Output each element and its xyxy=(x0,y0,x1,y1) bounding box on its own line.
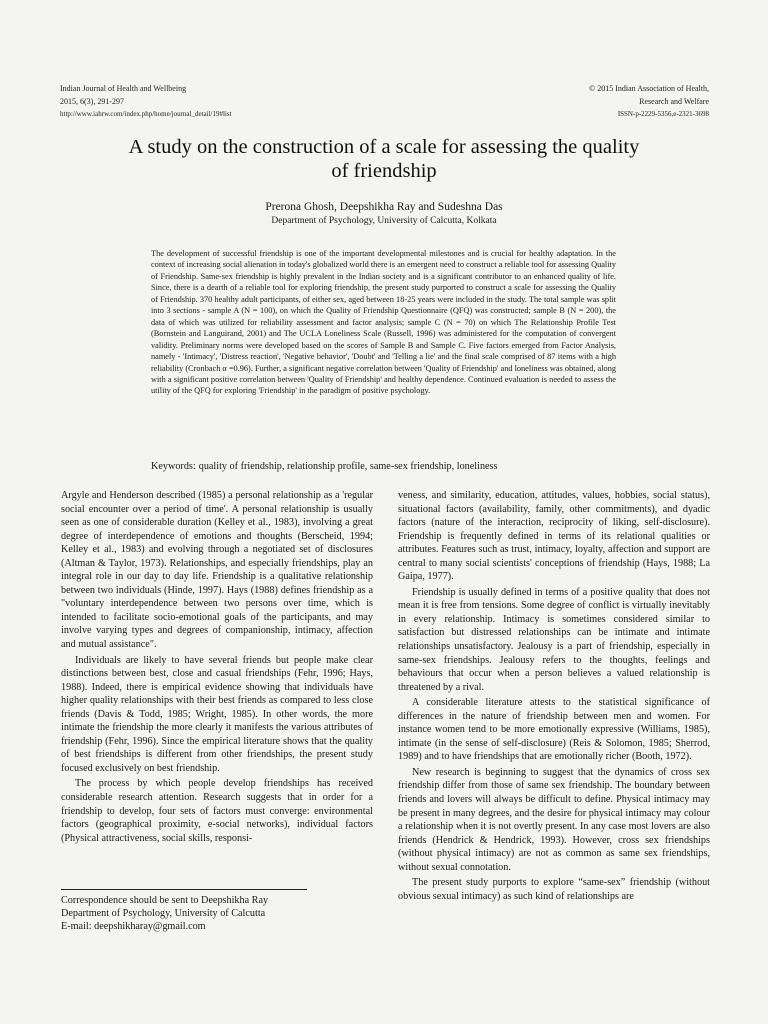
correspondence-note xyxy=(61,894,373,934)
footnote-divider xyxy=(61,889,307,890)
article-title: A study on the construction of a scale for assessing the quality of friendship xyxy=(128,136,640,182)
issn: ISSN-p-2229-5356,e-2321-3698 xyxy=(617,110,709,118)
abstract: The development of successful friendship is one of the important developmental milestones and is crucial for healthy adaptation. In the context of increasing social alienation in today's globalized world there is an emergent need to construct a reliable tool for assessing Quality of Friendship. Same-sex friendship is highly prevalent in the Indian society and is a significant contributor to an enhanced quality of life. Since, there is a dearth of a reliable tool for exploring friendship, the present study purported to construct a scale for assessing the Quality of Friendship. 370 healthy adult participants, of either sex, aged between 18-25 years were included in the study. The total sample was split into 3 sections - sample A (N = 100), on which the Quality of Friendship Questionnaire (QFQ) was constructed; sample B (N = 200), the data of which was utilized for reliability assessment and factor analysis; sample C (N = 70) on which The Relationship Profile Test (Bornstein and Languirand, 2001) and The UCLA Loneliness Scale (Russell, 1996) was administered for the computation of convergent validity. Preliminary norms were developed based on the scores of Sample B and Sample C. Five factors emerged from Factor Analysis, namely - 'Intimacy', 'Distress reaction', 'Negative behavior', 'Doubt' and 'Telling a lie' and the final scale comprised of 87 items with a high reliability (Cronbach α =0.96). Further, a significant negative correlation between 'Quality of Friendship' and loneliness was obtained, along with a significant positive correlation between 'Quality of Friendship' and healthy dependence. Continued evaluation is needed to assess the utility of the QFQ for exploring 'Friendship' in the paradigm of positive psychology. xyxy=(151,249,616,396)
journal-header-right xyxy=(589,83,709,121)
correspondence-email[interactable]: E-mail: deepshikharay@gmail.com xyxy=(61,921,206,933)
correspondence-line-2: Department of Psychology, University of Calcutta xyxy=(61,908,266,920)
body-paragraph: Friendship is usually defined in terms of a positive quality that does not mean it is free from tensions. Some degree of conflict is virtually inevitably in every relationship. Intimacy is sometimes considered similar to satisfaction but distressed relationships can be intimate and intimate relationships unsatisfactory. Jealousy is a part of friendship, especially in same-sex friendships. Jealousy refers to the thoughts, feelings and behaviours that occur when a person believes a valued relationship is threatened by a rival. xyxy=(398,586,710,693)
affiliation: Department of Psychology, University of Calcutta, Kolkata xyxy=(271,216,497,226)
body-paragraph: The process by which people develop friendships has received considerable research attention. Research suggests that in order for a friendship to develop, four sets of factors must converge: environmental factors (geographical proximity, e-social networks), individual factors (Physical attractiveness, social skills, responsi- xyxy=(61,778,373,844)
authors: Prerona Ghosh, Deepshikha Ray and Sudeshna Das xyxy=(265,201,503,213)
journal-url[interactable]: http://www.iahrw.com/index.php/home/journal_detail/19#list xyxy=(60,110,232,118)
body-paragraph: Individuals are likely to have several friends but people make clear distinctions between best, close and casual friendships (Fehr, 1996; Hays, 1988). Indeed, there is empirical evidence showing that individuals have higher quality relationships with their best friends as compared to less close friends (Davis & Todd, 1985; Wright, 1985). In other words, the more intimate the friendship the more clearly it manifests the various attributes of friendship (Fehr, 1996). Since the empirical literature shows that the quality of best friendships is different from other friendships, the present study focused exclusively on best friendship. xyxy=(61,654,373,774)
keywords xyxy=(151,461,621,472)
body-paragraph: A considerable literature attests to the statistical significance of differences in the nature of friendship between men and women. For instance women tend to be more emotionally expressive (Williams, 1985), intimate (in the sense of self-disclosure) (Reis & Solomon, 1985; Sherrod, 1989) and to have friendships that are emotionally richer (Booth, 1972). xyxy=(398,697,710,763)
body-paragraph: Argyle and Henderson described (1985) a personal relationship as a 'regular social encounter over a period of time'. A personal relationship is usually seen as one of considerable duration (Kelley et al., 1983), involving a great degree of interdependence of emotions and thoughts (Berscheid, 1994; Kelley et al., 1983) and evolving through a negotiated set of disclosures (Altman & Taylor, 1973). Relationships, and especially friendships, play an integral role in our day to day life. Friendship is a qualitative relationship between two individuals (Hinde, 1997). Hays (1988) defines friendship as a "voluntary interdependence between two persons over time, which is intended to facilitate socio-emotional goals of the participants, and may involve varying types and degrees of companionship, intimacy, affection and mutual assistance". xyxy=(61,490,373,651)
body-paragraph: New research is beginning to suggest that the dynamics of cross sex friendship differ from those of same sex friendship. The boundary between friends and lovers will always be difficult to define. Physical intimacy may be present in many degrees, and the desire for physical intimacy may colour a relationship when it is not overtly present. In any case most lovers are also friends (Hendrick & Hendrick, 1993). However, cross sex friendships (without physical intimacy) are not as common as same sex friendships, without sexual connotation. xyxy=(398,766,710,873)
body-column-left xyxy=(61,489,373,845)
copyright-line-2: Research and Welfare xyxy=(639,96,709,106)
journal-name: Indian Journal of Health and Wellbeing xyxy=(60,84,187,93)
body-column-right xyxy=(398,489,710,903)
keywords-list: quality of friendship, relationship profile, same-sex friendship, loneliness xyxy=(198,461,498,472)
body-paragraph: The present study purports to explore “same-sex” friendship (without obvious sexual intimacy) as such kind of relationships are xyxy=(398,877,710,902)
body-paragraph: veness, and similarity, education, attitudes, values, hobbies, social status), situational factors (availability, family, other commitments), and dyadic factors (nature of the interaction, reciprocity of liking, self-disclosure). Friendship is frequently defined in terms of its relational qualities or attributes. Features such as trust, intimacy, loyalty, affection and support are central to many social scientists' conceptions of friendship (Hays, 1988; La Gaipa, 1977). xyxy=(398,490,710,583)
copyright-line-1: © 2015 Indian Association of Health, xyxy=(589,84,709,93)
journal-volume: 2015, 6(3), 291-297 xyxy=(60,96,124,106)
keywords-label: Keywords: xyxy=(151,461,196,472)
journal-header-left xyxy=(60,83,232,121)
correspondence-line-1: Correspondence should be sent to Deepshikha Ray xyxy=(61,895,269,906)
